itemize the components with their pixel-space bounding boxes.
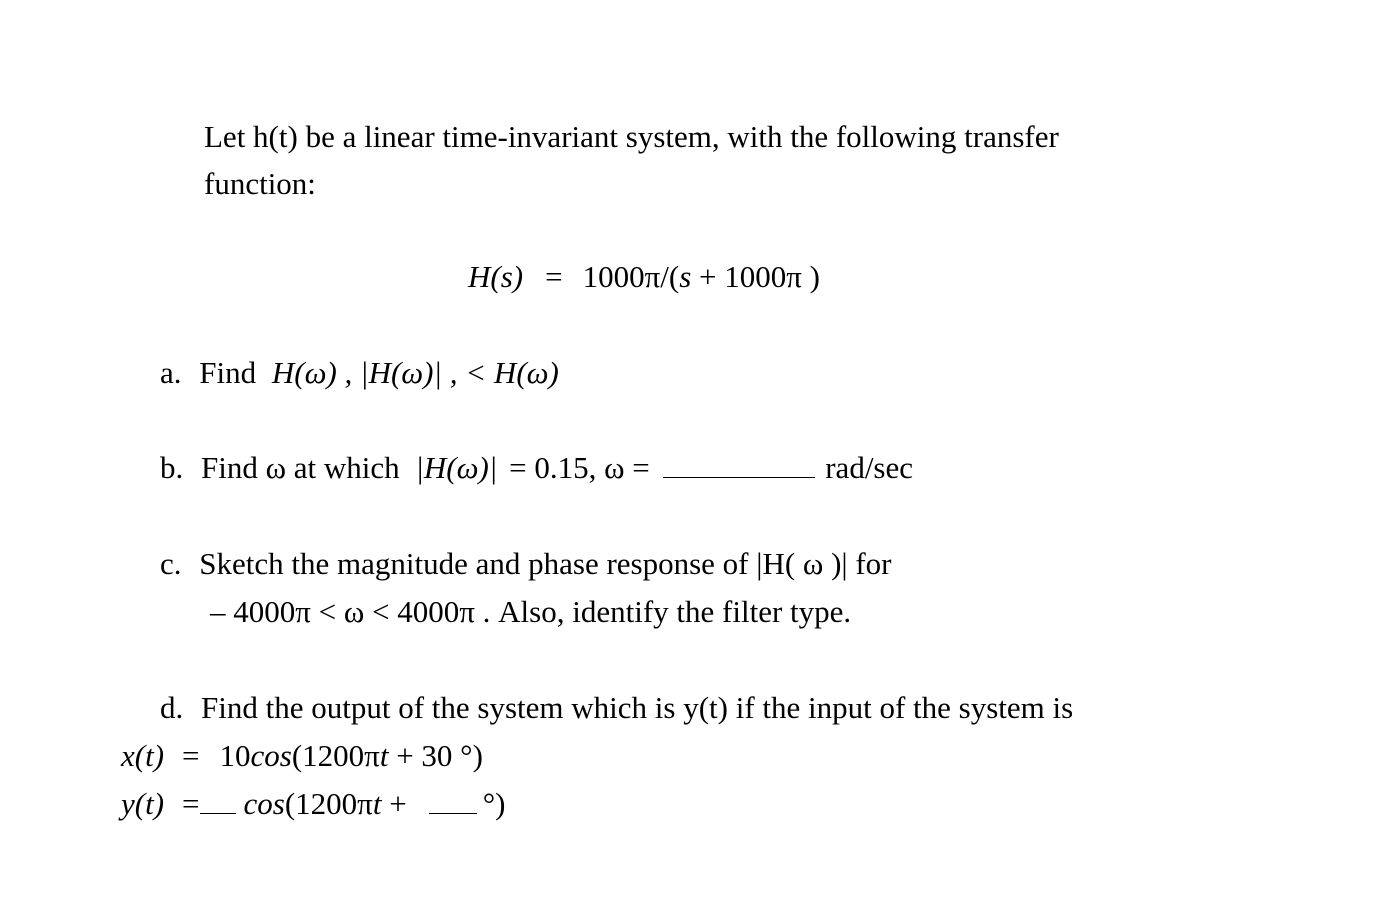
- y-plus: +: [381, 786, 407, 821]
- x-rhs-a: 10: [219, 738, 251, 773]
- x-equals: =: [182, 738, 200, 773]
- x-rhs-c: + 30 °): [388, 738, 483, 773]
- y-cos: cos: [243, 786, 285, 821]
- y-t: t: [372, 786, 382, 821]
- tf-rhs-b: + 1000π ): [691, 259, 820, 294]
- x-rhs-cos: cos: [250, 738, 292, 773]
- part-b-text-2: = 0.15, ω =: [509, 450, 650, 485]
- y-mid: (1200π: [284, 786, 373, 821]
- part-b-expression: |H(ω)|: [415, 450, 498, 485]
- part-b-answer-blank: [663, 477, 815, 478]
- tf-lhs: H(s): [468, 259, 524, 294]
- part-d-line-1: [160, 692, 1073, 723]
- part-a-expression: H(ω) , |H(ω)| , < H(ω): [271, 355, 559, 390]
- part-a-text: Find: [199, 355, 257, 390]
- y-phase-blank: [429, 813, 477, 814]
- part-c-label: c.: [160, 546, 182, 581]
- output-signal-equation: [121, 788, 505, 819]
- input-signal-equation: [121, 740, 483, 771]
- part-d-text: Find the output of the system which is y(t) if the input of the system is: [201, 690, 1074, 725]
- part-d-label: d.: [160, 690, 184, 725]
- part-a-label: a.: [160, 355, 182, 390]
- x-rhs-b: (1200π: [291, 738, 380, 773]
- part-c-line-2: – 4000π < ω < 4000π . Also, identify the filter type.: [210, 594, 852, 629]
- intro-line-2: function:: [204, 166, 316, 201]
- part-c-text-1: Sketch the magnitude and phase response of |H( ω )| for: [199, 546, 892, 581]
- part-b-text-1: Find ω at which: [201, 450, 400, 485]
- tf-rhs-a: 1000π/(: [582, 259, 680, 294]
- y-amplitude-blank: [200, 813, 236, 814]
- x-lhs: x(t): [121, 738, 165, 773]
- part-b-unit: rad/sec: [825, 450, 914, 485]
- tf-equals: =: [545, 259, 563, 294]
- part-c-line-1: [160, 548, 892, 579]
- y-lhs: y(t): [121, 786, 165, 821]
- y-equals: =: [182, 786, 200, 821]
- x-rhs-t: t: [379, 738, 389, 773]
- y-end: °): [482, 786, 506, 821]
- intro-line-1: Let h(t) be a linear time-invariant system, with the following transfer: [204, 119, 1059, 154]
- tf-rhs-s: s: [679, 259, 692, 294]
- part-b: [160, 452, 913, 483]
- part-b-label: b.: [160, 450, 184, 485]
- transfer-function-equation: [468, 261, 820, 292]
- part-a: [160, 357, 559, 388]
